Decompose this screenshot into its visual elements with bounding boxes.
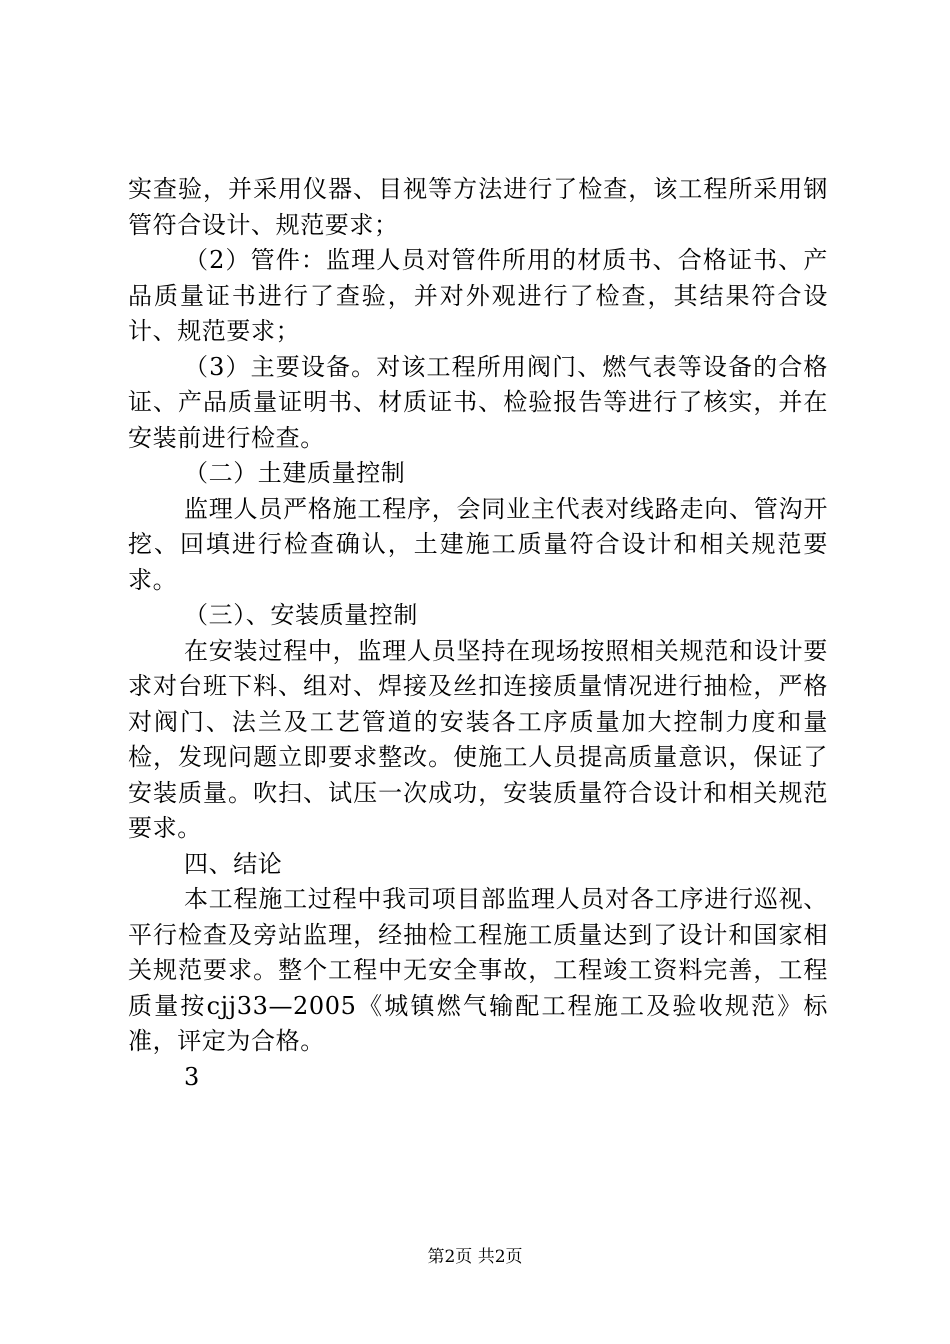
paragraph-pipe-fittings: （2）管件：监理人员对管件所用的材质书、合格证书、产品质量证书进行了查验，并对外观进行了检查，其结果符合设计、规范要求；	[128, 246, 828, 345]
paragraph-number: 3	[184, 1062, 200, 1091]
heading-civil-quality-control: （二）土建质量控制	[184, 459, 406, 487]
paragraph-main-equipment: （3）主要设备。对该工程所用阀门、燃气表等设备的合格证、产品质量证明书、材质证书、检验报告等进行了核实，并在安装前进行检查。	[128, 352, 828, 452]
page-footer	[0, 1242, 950, 1267]
paragraph-conclusion: 本工程施工过程中我司项目部监理人员对各工序进行巡视、平行检查及旁站监理，经抽检工程施工质量达到了设计和国家相关规范要求。整个工程中无安全事故，工程竣工资料完善，工程质量按cjj33—2005《城镇燃气输配工程施工及验收规范》标准，评定为合格。	[128, 885, 828, 1055]
document-body	[128, 172, 828, 1095]
paragraph-steel-pipe-continuation: 实查验，并采用仪器、目视等方法进行了检查，该工程所采用钢管符合设计、规范要求；	[128, 175, 828, 239]
heading-conclusion: 四、结论	[184, 849, 283, 878]
paragraph-civil-quality: 监理人员严格施工程序，会同业主代表对线路走向、管沟开挖、回填进行检查确认，土建施工质量符合设计和相关规范要求。	[128, 494, 828, 594]
heading-installation-quality-control: （三）、安装质量控制	[184, 601, 418, 629]
paragraph-installation-quality: 在安装过程中，监理人员坚持在现场按照相关规范和设计要求对台班下料、组对、焊接及丝扣连接质量情况进行抽检，严格对阀门、法兰及工艺管道的安装各工序质量加大控制力度和量检，发现问题立即要求整改。使施工人员提高质量意识，保证了安装质量。吹扫、试压一次成功，安装质量符合设计和相关规范要求。	[128, 636, 828, 842]
page-number-label: 第2页 共2页	[427, 1247, 523, 1267]
